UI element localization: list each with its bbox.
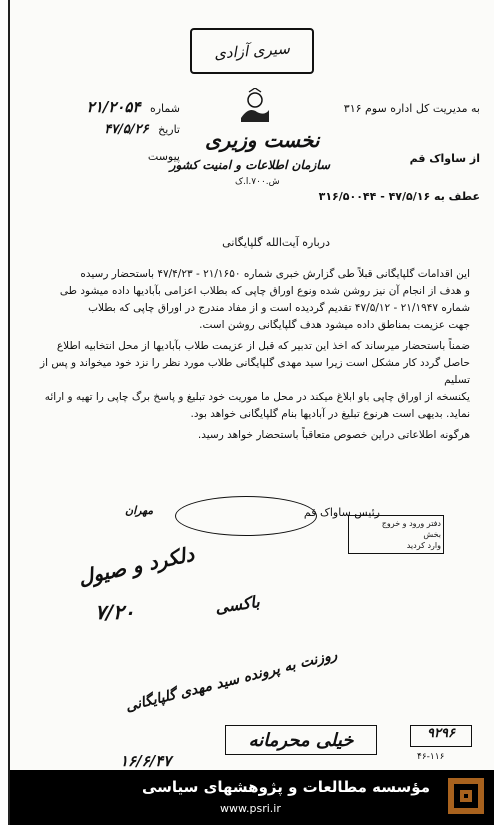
handwritten-note: روزنت به پرونده سید مهدی گلپایگانی	[123, 646, 339, 715]
document-number: ۹۲۹۶	[410, 725, 472, 747]
body-line: این اقدامات گلپایگانی قبلاً طی گزارش خبری شماره ۲۱/۱۶۵۰ - ۴۷/۴/۲۳ باستحضار رسیده	[80, 268, 470, 280]
handwritten-note: ۷/۲۰	[95, 600, 135, 624]
attachment-label: پیوست	[147, 150, 180, 163]
sender-line: از ساواک قم	[409, 152, 480, 165]
body-line: نماید. بدیهی است هرنوع تبلیغ در آبادیها بنام گلپایگانی خواهد بود.	[190, 408, 470, 420]
number-value: ۲۱/۲۰۵۴	[86, 98, 141, 116]
date-label: تاریخ	[158, 123, 180, 136]
handwritten-initials: باکسی	[213, 591, 261, 618]
confidential-stamp: خیلی محرمانه	[225, 725, 377, 755]
signature-name: مهران	[125, 504, 154, 517]
body-line: شماره ۲۱/۱۹۴۷ - ۴۷/۵/۱۲ تقدیم گردیده است و از مفاد مندرج در اوراق چاپی که بطلاب	[88, 302, 470, 314]
signature-title: رئیس ساواک قم	[303, 506, 380, 519]
number-row	[50, 98, 180, 116]
body-line: حاصل گردد کار مشکل است زیرا سید مهدی گلپایگانی طلاب مورد نظر را نزد خود میخواند و پس از تسلیم	[40, 357, 470, 386]
footer-title: مؤسسه مطالعات و پژوهشهای سیاسی	[141, 778, 430, 796]
body-line: ضمناً باستحضار میرساند که اخذ این تدبیر که قبل از عزیمت طلاب بآبادیها از محل انتخابیه اطلاع	[56, 340, 470, 352]
org-subtitle: سازمان اطلاعات و امنیت کشور	[169, 158, 330, 172]
archive-footer	[10, 770, 494, 825]
subject-line: درباره آیت‌الله گلپایگانی	[222, 236, 330, 249]
date-row	[50, 122, 180, 137]
date-value: ۴۷/۵/۲۶	[104, 122, 149, 137]
body-line: جهت عزیمت بمناطق داده میشود هدف گلپایگانی روشن است.	[199, 319, 470, 331]
receipt-stamp: دفتر ورود و خروج بخش وارد کردید	[348, 515, 444, 554]
org-title: نخست وزیری	[205, 128, 320, 152]
number-label: شماره	[149, 102, 180, 115]
attachment-row	[50, 150, 180, 163]
org-code: ش.۷۰۰.ا.ک	[235, 177, 280, 187]
reference-line: عطف به ۴۷/۵/۱۶ - ۳۱۶/۵۰۰۴۴	[318, 190, 480, 203]
body-line: هرگونه اطلاعاتی دراین خصوص متعاقباً باستحضار خواهد رسید.	[197, 429, 470, 441]
footer-url[interactable]: www.psri.ir	[220, 802, 281, 815]
letter-body	[30, 266, 470, 444]
body-line: یکنسخه از اوراق چاپی باو ابلاغ میکند در محل ما موریت خود تبلیغ و پاسخ برگ چاپی را تهیه و ارائه	[44, 391, 470, 403]
top-stamp: سیری آزادی	[190, 28, 314, 74]
handwritten-note: دلکرد و صیول	[76, 541, 197, 590]
signature-scribble	[175, 496, 317, 536]
lion-sun-emblem-icon	[235, 88, 275, 130]
handwritten-date: ۱۶/۶/۴۷	[120, 752, 172, 770]
document-code: ۴۶-۱۱۶	[417, 752, 445, 762]
recipient-line: به مدیریت کل اداره سوم ۳۱۶	[343, 102, 480, 115]
psri-logo-icon	[448, 778, 484, 814]
document-page	[8, 0, 494, 825]
body-line: و هدف از انجام آن نیز روشن شده ونوع اوراق چاپی که بطلاب اعزامی بآبادیها داده میشود طی	[59, 285, 470, 297]
